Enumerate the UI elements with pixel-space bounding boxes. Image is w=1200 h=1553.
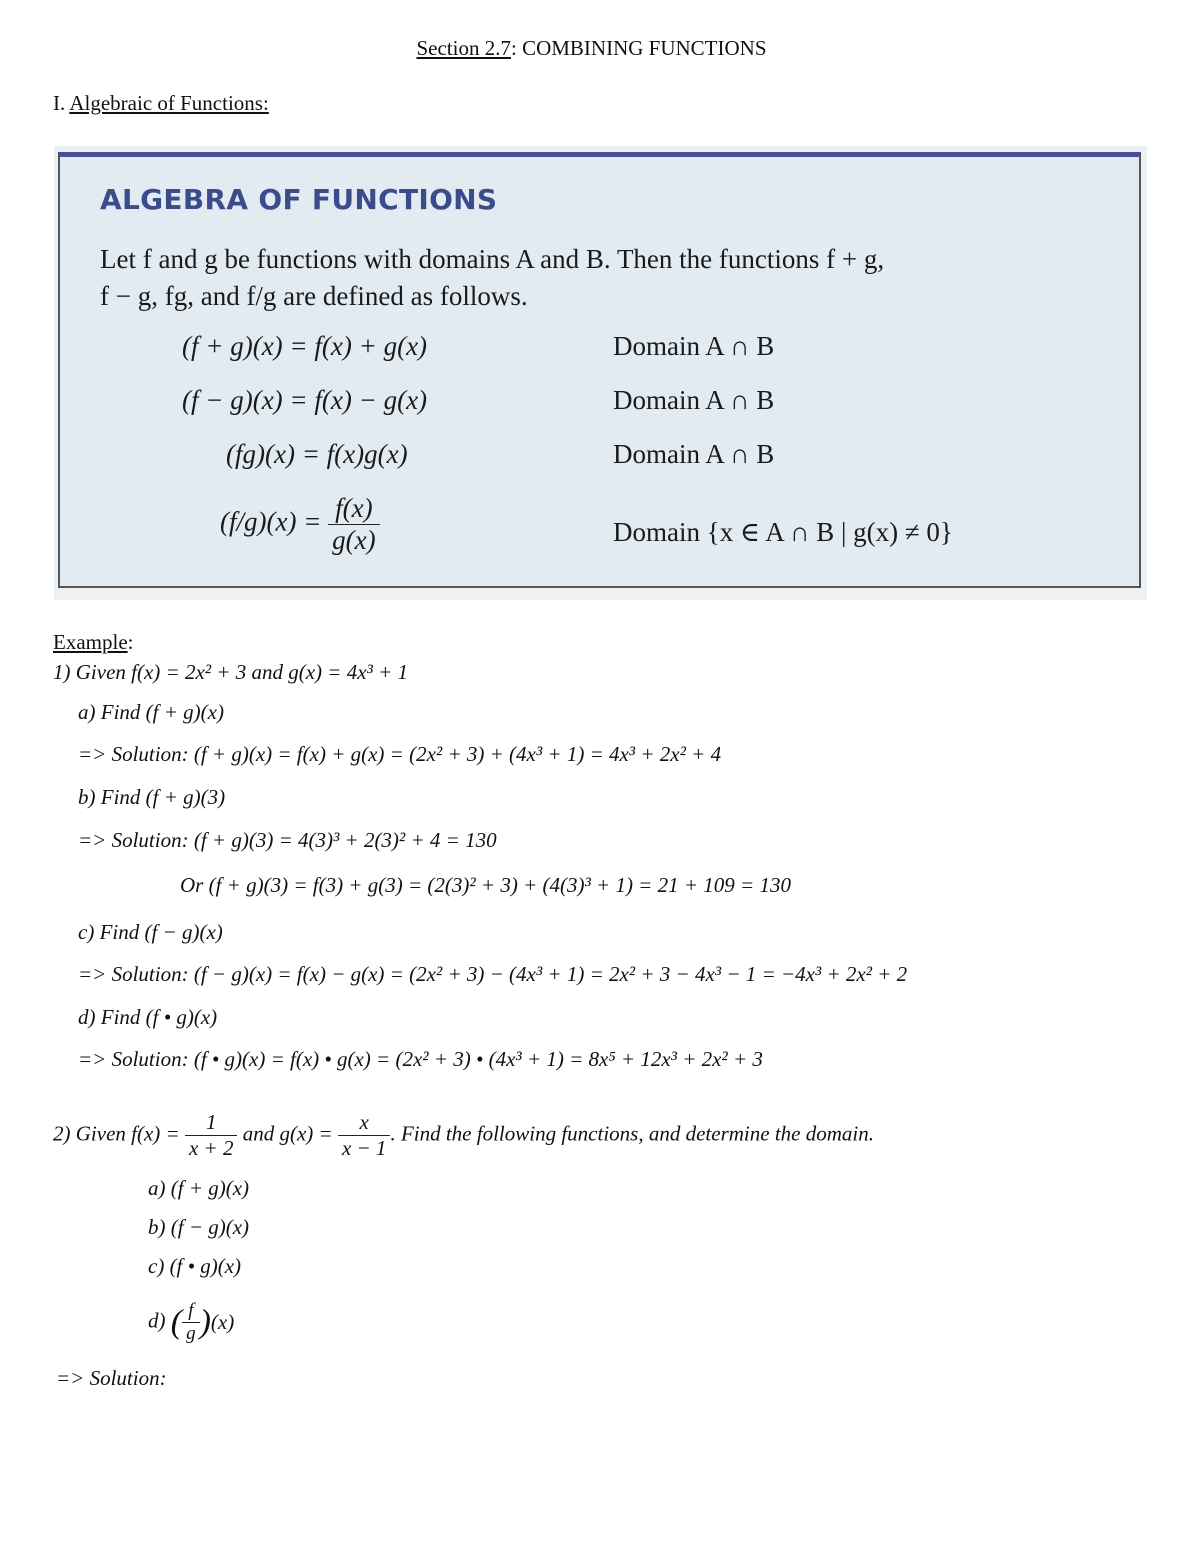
solution-1c: => Solution: (f − g)(x) = f(x) − g(x) = (2x² + 3) − (4x³ + 1) = 2x² + 3 − 4x³ − 1 = −4x³ + 2x² + 2 (78, 962, 908, 986)
q2d-fraction (182, 1300, 200, 1345)
box-intro (100, 241, 884, 315)
quotient-numerator: f(x) (328, 493, 379, 525)
box-intro-line-1: Let f and g be functions with domains A and B. Then the functions f + g, (100, 244, 885, 274)
example-heading (53, 630, 133, 655)
q2-f-numerator: 1 (185, 1110, 238, 1136)
question-1b: b) Find (f + g)(3) (78, 785, 226, 809)
q2-f-fraction (185, 1110, 238, 1161)
q2d-open-paren: ( (170, 1303, 183, 1341)
q2-middle: and g(x) = (242, 1121, 333, 1146)
solution-2: => Solution: (56, 1366, 167, 1390)
section-heading (53, 91, 269, 116)
formula-quotient (220, 493, 380, 556)
heading-number: I. (53, 91, 70, 115)
q2-g-numerator: x (338, 1110, 391, 1136)
domain-sum: Domain A ∩ B (613, 331, 775, 361)
question-2a: a) (f + g)(x) (148, 1176, 250, 1200)
question-1d: d) Find (f • g)(x) (78, 1005, 218, 1029)
q2d-suffix: (x) (210, 1310, 235, 1334)
q2-g-fraction (338, 1110, 391, 1161)
q2-prefix: 2) Given f(x) = (53, 1121, 180, 1146)
q2-f-denominator: x + 2 (188, 1136, 234, 1160)
algebra-of-functions-box (58, 152, 1141, 588)
formula-product: (fg)(x) = f(x)g(x) (226, 439, 408, 469)
q2d-prefix: d) (148, 1308, 166, 1333)
q2d-denominator: g (186, 1323, 196, 1344)
question-1c: c) Find (f − g)(x) (78, 920, 223, 944)
heading-text: Algebraic of Functions: (69, 91, 269, 115)
box-title: ALGEBRA OF FUNCTIONS (100, 183, 498, 216)
q2-g-denominator: x − 1 (341, 1136, 387, 1160)
formula-difference: (f − g)(x) = f(x) − g(x) (182, 385, 428, 415)
domain-difference: Domain A ∩ B (613, 385, 775, 415)
box-intro-line-2: f − g, fg, and f/g are defined as follows. (100, 281, 528, 311)
section-title: : COMBINING FUNCTIONS (510, 36, 767, 60)
page-title (0, 36, 1183, 61)
quotient-fraction (328, 493, 379, 556)
question-2d (148, 1300, 234, 1345)
q2d-close-paren: ) (199, 1303, 211, 1341)
solution-1b-alternative: Or (f + g)(3) = f(3) + g(3) = (2(3)² + 3) + (4(3)³ + 1) = 21 + 109 = 130 (180, 873, 791, 897)
solution-1b: => Solution: (f + g)(3) = 4(3)³ + 2(3)² + 4 = 130 (78, 828, 497, 852)
formula-sum: (f + g)(x) = f(x) + g(x) (182, 331, 428, 361)
question-2c: c) (f • g)(x) (148, 1254, 242, 1278)
question-1a: a) Find (f + g)(x) (78, 700, 224, 724)
solution-1a: => Solution: (f + g)(x) = f(x) + g(x) = (2x² + 3) + (4x³ + 1) = 4x³ + 2x² + 4 (78, 742, 722, 766)
domain-quotient: Domain {x ∈ A ∩ B | g(x) ≠ 0} (613, 517, 953, 547)
domain-product: Domain A ∩ B (613, 439, 775, 469)
question-2 (53, 1110, 874, 1161)
section-label: Section 2.7 (416, 36, 511, 60)
solution-1d: => Solution: (f • g)(x) = f(x) • g(x) = (2x² + 3) • (4x³ + 1) = 8x⁵ + 12x³ + 2x² + 3 (78, 1047, 763, 1071)
quotient-lhs: (f/g)(x) = (220, 506, 322, 537)
q2-suffix: . Find the following functions, and determine the domain. (390, 1121, 874, 1146)
question-2b: b) (f − g)(x) (148, 1215, 250, 1239)
example-colon: : (127, 630, 134, 654)
q2d-numerator: f (182, 1300, 200, 1323)
example-label: Example (53, 630, 128, 654)
question-1: 1) Given f(x) = 2x² + 3 and g(x) = 4x³ + 1 (53, 660, 409, 684)
quotient-denominator: g(x) (332, 525, 376, 555)
